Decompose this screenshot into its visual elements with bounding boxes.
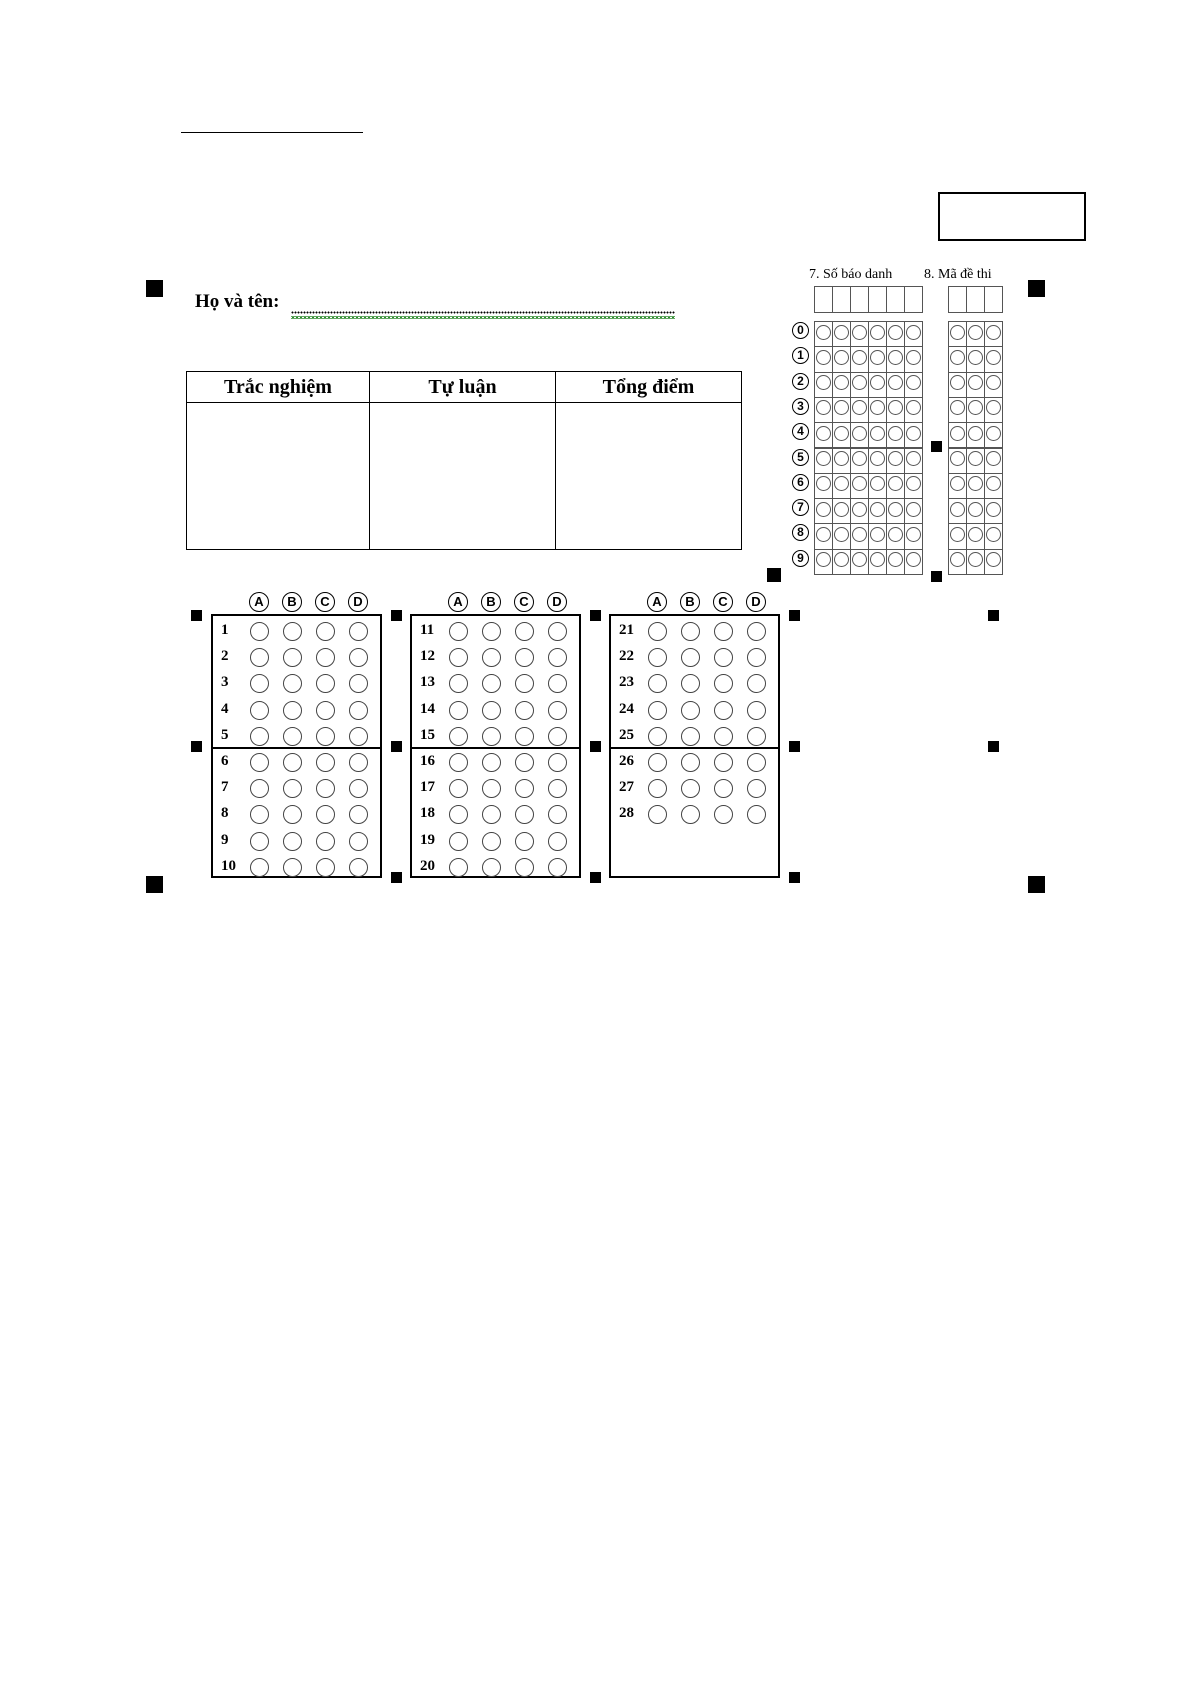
answer-bubble[interactable] <box>548 805 567 824</box>
option-header-d: D <box>348 592 368 612</box>
answer-bubble[interactable] <box>482 674 501 693</box>
question-number: 20 <box>420 857 435 874</box>
registration-marker <box>146 876 163 893</box>
answer-bubble[interactable] <box>349 753 368 772</box>
answer-bubble[interactable] <box>714 622 733 641</box>
answer-bubble[interactable] <box>482 622 501 641</box>
registration-marker <box>391 872 402 883</box>
question-number: 7 <box>221 779 229 796</box>
student-id-write-cell[interactable] <box>814 286 833 313</box>
answer-bubble[interactable] <box>449 701 468 720</box>
student-id-digit-bubble[interactable] <box>852 325 867 340</box>
question-number: 2 <box>221 648 229 665</box>
answer-bubble[interactable] <box>681 779 700 798</box>
answer-bubble[interactable] <box>714 727 733 746</box>
student-id-write-cell[interactable] <box>832 286 851 313</box>
registration-marker <box>789 741 800 752</box>
student-id-digit-bubble[interactable] <box>870 502 885 517</box>
student-id-write-cell[interactable] <box>850 286 869 313</box>
exam-code-digit-bubble[interactable] <box>986 502 1001 517</box>
answer-bubble[interactable] <box>681 648 700 667</box>
answer-bubble[interactable] <box>681 674 700 693</box>
answer-bubble[interactable] <box>515 832 534 851</box>
answer-bubble[interactable] <box>482 805 501 824</box>
spellcheck-underline <box>291 316 675 319</box>
exam-code-write-cell[interactable] <box>984 286 1003 313</box>
question-number: 10 <box>221 857 236 874</box>
score-table <box>186 371 742 550</box>
exam-code-digit-bubble[interactable] <box>986 325 1001 340</box>
answer-bubble[interactable] <box>283 701 302 720</box>
answer-bubble[interactable] <box>548 779 567 798</box>
question-number: 25 <box>619 726 634 743</box>
question-number: 21 <box>619 622 634 638</box>
student-id-digit-bubble[interactable] <box>816 350 831 365</box>
student-id-digit-bubble[interactable] <box>906 451 921 466</box>
registration-marker <box>590 741 601 752</box>
answer-bubble[interactable] <box>316 648 335 667</box>
answer-bubble[interactable] <box>747 674 766 693</box>
option-header-c: C <box>514 592 534 612</box>
answer-bubble[interactable] <box>449 805 468 824</box>
question-number: 17 <box>420 779 435 796</box>
registration-marker <box>789 872 800 883</box>
student-id-label: 7. Số báo danh <box>809 267 893 282</box>
answer-bubble[interactable] <box>316 805 335 824</box>
answer-bubble[interactable] <box>515 622 534 641</box>
question-number: 18 <box>420 805 435 822</box>
digit-row-label: 1 <box>792 347 809 364</box>
score-cell-essay[interactable] <box>370 403 556 550</box>
student-id-digit-bubble[interactable] <box>888 502 903 517</box>
answer-bubble[interactable] <box>316 832 335 851</box>
block-divider <box>611 747 778 749</box>
answer-bubble[interactable] <box>482 832 501 851</box>
answer-bubble[interactable] <box>449 753 468 772</box>
option-header-b: B <box>481 592 501 612</box>
student-id-digit-bubble[interactable] <box>834 375 849 390</box>
exam-code-digit-bubble[interactable] <box>968 426 983 441</box>
question-number: 26 <box>619 753 634 769</box>
answer-bubble[interactable] <box>283 674 302 693</box>
student-id-write-cell[interactable] <box>868 286 887 313</box>
exam-code-digit-bubble[interactable] <box>986 451 1001 466</box>
registration-marker <box>391 610 402 621</box>
option-header-c: C <box>315 592 335 612</box>
answer-bubble[interactable] <box>449 858 468 877</box>
exam-code-digit-bubble[interactable] <box>986 350 1001 365</box>
answer-bubble[interactable] <box>250 858 269 877</box>
question-number: 5 <box>221 726 229 743</box>
score-header-essay: Tự luận <box>370 372 556 403</box>
registration-marker <box>590 610 601 621</box>
answer-bubble[interactable] <box>747 648 766 667</box>
question-number: 16 <box>420 753 435 769</box>
answer-bubble[interactable] <box>250 832 269 851</box>
student-id-digit-bubble[interactable] <box>816 426 831 441</box>
exam-code-write-cell[interactable] <box>948 286 967 313</box>
answer-bubble[interactable] <box>316 858 335 877</box>
answer-bubble[interactable] <box>714 674 733 693</box>
student-id-digit-bubble[interactable] <box>906 527 921 542</box>
question-number: 13 <box>420 674 435 691</box>
answer-bubble[interactable] <box>648 648 667 667</box>
student-id-digit-bubble[interactable] <box>888 350 903 365</box>
student-id-digit-bubble[interactable] <box>888 527 903 542</box>
answer-bubble[interactable] <box>548 753 567 772</box>
student-id-digit-bubble[interactable] <box>834 350 849 365</box>
answer-bubble[interactable] <box>349 648 368 667</box>
student-id-digit-bubble[interactable] <box>888 451 903 466</box>
answer-bubble[interactable] <box>548 648 567 667</box>
student-id-digit-bubble[interactable] <box>870 426 885 441</box>
answer-bubble[interactable] <box>714 779 733 798</box>
student-id-digit-bubble[interactable] <box>834 527 849 542</box>
student-id-digit-bubble[interactable] <box>816 451 831 466</box>
exam-code-digit-bubble[interactable] <box>950 502 965 517</box>
exam-code-digit-bubble[interactable] <box>950 451 965 466</box>
answer-bubble[interactable] <box>648 779 667 798</box>
score-cell-multiple-choice[interactable] <box>187 403 370 550</box>
answer-bubble[interactable] <box>515 805 534 824</box>
answer-bubble[interactable] <box>714 805 733 824</box>
student-id-digit-bubble[interactable] <box>852 426 867 441</box>
answer-bubble[interactable] <box>250 753 269 772</box>
answer-bubble[interactable] <box>283 805 302 824</box>
registration-marker <box>767 568 781 582</box>
answer-bubble[interactable] <box>283 832 302 851</box>
student-id-write-cell[interactable] <box>886 286 905 313</box>
student-id-digit-bubble[interactable] <box>834 426 849 441</box>
student-id-digit-bubble[interactable] <box>852 527 867 542</box>
answer-bubble[interactable] <box>548 858 567 877</box>
answer-bubble[interactable] <box>681 805 700 824</box>
answer-bubble[interactable] <box>515 858 534 877</box>
student-id-digit-bubble[interactable] <box>834 325 849 340</box>
question-number: 19 <box>420 831 435 848</box>
answer-bubble[interactable] <box>548 832 567 851</box>
answer-bubble[interactable] <box>482 779 501 798</box>
student-id-digit-bubble[interactable] <box>888 375 903 390</box>
exam-code-digit-bubble[interactable] <box>950 350 965 365</box>
student-id-digit-bubble[interactable] <box>870 451 885 466</box>
option-header-d: D <box>746 592 766 612</box>
answer-bubble[interactable] <box>648 727 667 746</box>
exam-code-digit-bubble[interactable] <box>968 375 983 390</box>
score-header-multiple-choice: Trắc nghiệm <box>187 372 370 403</box>
student-id-digit-bubble[interactable] <box>816 502 831 517</box>
question-number: 3 <box>221 674 229 691</box>
registration-marker <box>1028 876 1045 893</box>
answer-bubble[interactable] <box>648 805 667 824</box>
question-number: 6 <box>221 753 229 769</box>
question-number: 8 <box>221 805 229 822</box>
answer-bubble[interactable] <box>449 648 468 667</box>
student-id-digit-bubble[interactable] <box>870 375 885 390</box>
registration-marker <box>191 610 202 621</box>
student-id-digit-bubble[interactable] <box>870 527 885 542</box>
option-header-c: C <box>713 592 733 612</box>
registration-marker <box>146 280 163 297</box>
name-label: Họ và tên: <box>195 291 280 312</box>
score-cell-total[interactable] <box>556 403 742 550</box>
exam-code-digit-bubble[interactable] <box>950 325 965 340</box>
block-divider <box>213 747 380 749</box>
option-header-a: A <box>249 592 269 612</box>
digit-row-label: 8 <box>792 524 809 541</box>
digit-row-label: 3 <box>792 398 809 415</box>
answer-bubble[interactable] <box>515 674 534 693</box>
registration-marker <box>1028 280 1045 297</box>
answer-bubble[interactable] <box>316 701 335 720</box>
exam-code-write-cell[interactable] <box>966 286 985 313</box>
answer-bubble[interactable] <box>449 832 468 851</box>
header-rule <box>181 132 363 133</box>
question-number: 11 <box>420 622 435 638</box>
exam-code-box[interactable] <box>938 192 1086 241</box>
answer-bubble[interactable] <box>250 701 269 720</box>
question-number: 15 <box>420 726 435 743</box>
answer-bubble[interactable] <box>681 701 700 720</box>
digit-row-label: 0 <box>792 322 809 339</box>
answer-bubble[interactable] <box>316 753 335 772</box>
student-id-digit-bubble[interactable] <box>906 502 921 517</box>
question-number: 12 <box>420 648 435 665</box>
answer-bubble[interactable] <box>349 832 368 851</box>
answer-bubble[interactable] <box>747 779 766 798</box>
answer-bubble[interactable] <box>548 674 567 693</box>
answer-bubble[interactable] <box>515 648 534 667</box>
student-id-digit-bubble[interactable] <box>852 451 867 466</box>
answer-bubble[interactable] <box>482 858 501 877</box>
student-id-digit-bubble[interactable] <box>816 527 831 542</box>
answer-bubble[interactable] <box>283 753 302 772</box>
answer-bubble[interactable] <box>283 779 302 798</box>
answer-bubble[interactable] <box>316 622 335 641</box>
option-header-b: B <box>282 592 302 612</box>
answer-bubble[interactable] <box>747 701 766 720</box>
question-number: 14 <box>420 700 435 717</box>
answer-bubble[interactable] <box>283 622 302 641</box>
answer-bubble[interactable] <box>316 727 335 746</box>
answer-bubble[interactable] <box>482 701 501 720</box>
question-number: 4 <box>221 700 229 717</box>
answer-bubble[interactable] <box>449 779 468 798</box>
student-id-digit-bubble[interactable] <box>834 502 849 517</box>
answer-bubble[interactable] <box>714 753 733 772</box>
answer-bubble[interactable] <box>515 779 534 798</box>
answer-bubble[interactable] <box>714 648 733 667</box>
student-id-digit-bubble[interactable] <box>888 325 903 340</box>
student-id-digit-bubble[interactable] <box>906 375 921 390</box>
student-id-digit-bubble[interactable] <box>816 375 831 390</box>
block-divider <box>412 747 579 749</box>
registration-marker <box>191 741 202 752</box>
digit-row-label: 6 <box>792 474 809 491</box>
answer-bubble[interactable] <box>316 779 335 798</box>
name-dotted-line[interactable] <box>291 311 675 315</box>
question-number: 1 <box>221 622 229 638</box>
registration-marker <box>391 741 402 752</box>
answer-bubble[interactable] <box>515 727 534 746</box>
answer-bubble[interactable] <box>482 727 501 746</box>
exam-code-digit-bubble[interactable] <box>968 527 983 542</box>
question-number: 27 <box>619 779 634 796</box>
answer-bubble[interactable] <box>515 753 534 772</box>
answer-bubble[interactable] <box>548 727 567 746</box>
registration-marker <box>988 610 999 621</box>
answer-bubble[interactable] <box>349 858 368 877</box>
answer-bubble[interactable] <box>747 805 766 824</box>
digit-row-label: 7 <box>792 499 809 516</box>
registration-marker <box>988 741 999 752</box>
answer-bubble[interactable] <box>548 701 567 720</box>
student-id-digit-bubble[interactable] <box>834 451 849 466</box>
answer-bubble[interactable] <box>482 753 501 772</box>
answer-bubble[interactable] <box>250 622 269 641</box>
answer-bubble[interactable] <box>250 674 269 693</box>
answer-bubble[interactable] <box>515 701 534 720</box>
digit-row-label: 5 <box>792 449 809 466</box>
exam-code-digit-bubble[interactable] <box>968 325 983 340</box>
option-header-a: A <box>448 592 468 612</box>
answer-bubble[interactable] <box>349 622 368 641</box>
exam-code-digit-bubble[interactable] <box>950 527 965 542</box>
exam-code-digit-bubble[interactable] <box>968 350 983 365</box>
digit-row-label: 2 <box>792 373 809 390</box>
digit-row-label: 4 <box>792 423 809 440</box>
answer-bubble[interactable] <box>250 648 269 667</box>
answer-bubble[interactable] <box>482 648 501 667</box>
answer-bubble[interactable] <box>283 727 302 746</box>
answer-bubble[interactable] <box>349 674 368 693</box>
answer-bubble[interactable] <box>747 753 766 772</box>
answer-bubble[interactable] <box>283 648 302 667</box>
student-id-digit-bubble[interactable] <box>870 350 885 365</box>
answer-bubble[interactable] <box>747 622 766 641</box>
exam-code-label: 8. Mã đề thi <box>924 267 992 282</box>
score-header-total: Tổng điểm <box>556 372 742 403</box>
answer-bubble[interactable] <box>648 753 667 772</box>
option-header-d: D <box>547 592 567 612</box>
answer-bubble[interactable] <box>449 674 468 693</box>
registration-marker <box>931 571 942 582</box>
registration-marker <box>789 610 800 621</box>
option-header-b: B <box>680 592 700 612</box>
exam-code-digit-bubble[interactable] <box>968 502 983 517</box>
answer-bubble[interactable] <box>250 727 269 746</box>
student-id-digit-bubble[interactable] <box>888 426 903 441</box>
student-id-digit-bubble[interactable] <box>816 325 831 340</box>
student-id-digit-bubble[interactable] <box>852 350 867 365</box>
student-id-digit-bubble[interactable] <box>906 350 921 365</box>
answer-bubble[interactable] <box>681 753 700 772</box>
registration-marker <box>931 441 942 452</box>
question-number: 22 <box>619 648 634 665</box>
answer-bubble[interactable] <box>349 701 368 720</box>
answer-bubble[interactable] <box>250 805 269 824</box>
answer-bubble[interactable] <box>681 622 700 641</box>
answer-bubble[interactable] <box>648 674 667 693</box>
answer-bubble[interactable] <box>714 701 733 720</box>
student-id-digit-bubble[interactable] <box>852 502 867 517</box>
student-id-write-cell[interactable] <box>904 286 923 313</box>
registration-marker <box>590 872 601 883</box>
answer-bubble[interactable] <box>747 727 766 746</box>
exam-code-digit-bubble[interactable] <box>968 451 983 466</box>
option-header-a: A <box>647 592 667 612</box>
answer-bubble[interactable] <box>648 701 667 720</box>
exam-code-digit-bubble[interactable] <box>986 426 1001 441</box>
answer-bubble[interactable] <box>349 805 368 824</box>
answer-bubble[interactable] <box>681 727 700 746</box>
exam-code-digit-bubble[interactable] <box>950 426 965 441</box>
answer-bubble[interactable] <box>316 674 335 693</box>
exam-code-digit-bubble[interactable] <box>950 375 965 390</box>
question-number: 9 <box>221 831 229 848</box>
answer-bubble[interactable] <box>548 622 567 641</box>
answer-bubble[interactable] <box>250 779 269 798</box>
exam-code-digit-bubble[interactable] <box>986 527 1001 542</box>
digit-row-label: 9 <box>792 550 809 567</box>
answer-bubble[interactable] <box>449 727 468 746</box>
answer-bubble[interactable] <box>283 858 302 877</box>
question-number: 24 <box>619 700 634 717</box>
answer-bubble[interactable] <box>648 622 667 641</box>
exam-code-digit-bubble[interactable] <box>986 375 1001 390</box>
student-id-digit-bubble[interactable] <box>870 325 885 340</box>
answer-bubble[interactable] <box>449 622 468 641</box>
student-id-digit-bubble[interactable] <box>906 426 921 441</box>
answer-bubble[interactable] <box>349 779 368 798</box>
question-number: 23 <box>619 674 634 691</box>
student-id-digit-bubble[interactable] <box>906 325 921 340</box>
student-id-digit-bubble[interactable] <box>852 375 867 390</box>
question-number: 28 <box>619 805 634 822</box>
answer-bubble[interactable] <box>349 727 368 746</box>
